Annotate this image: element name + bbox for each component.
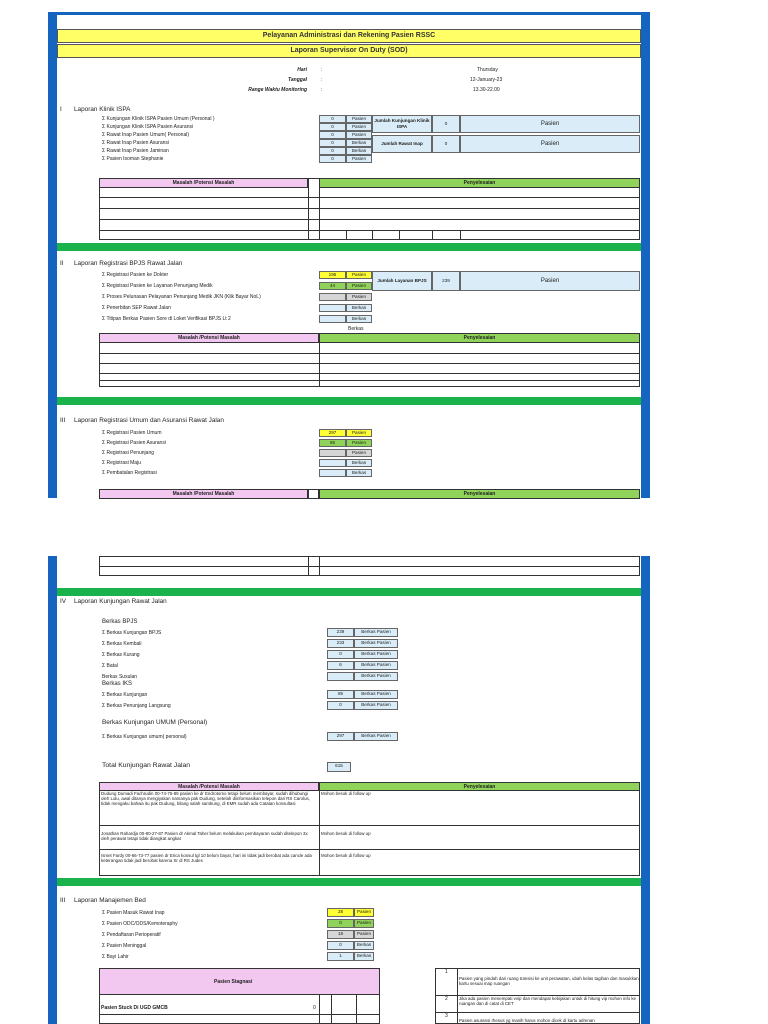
divider	[319, 782, 320, 876]
value-cell: 0	[327, 941, 354, 950]
divider	[99, 197, 640, 198]
unit-cell: Pasien	[346, 429, 372, 437]
list-item: Σ Registrasi Pasien Umum	[102, 430, 162, 436]
value-cell	[319, 449, 346, 457]
summary-unit: Pasien	[460, 115, 640, 133]
value-cell: 6	[327, 661, 354, 670]
value-cell: 0	[327, 650, 354, 659]
colon: :	[321, 67, 323, 73]
list-item: Σ Berkas Kunjungan	[102, 692, 148, 698]
section-separator	[57, 878, 641, 886]
list-item: Σ Registrasi Maju	[102, 460, 141, 466]
divider	[99, 353, 640, 354]
value-cell: 0	[319, 123, 346, 131]
value-cell: 0	[319, 147, 346, 155]
unit-cell: Berkas	[354, 952, 374, 961]
value-cell	[319, 469, 346, 477]
report-page-1	[48, 12, 650, 498]
value-cell: 0	[319, 131, 346, 139]
divider	[99, 208, 640, 209]
list-item: Σ Rawat Inap Pasien Jaminan	[102, 148, 169, 154]
table-header-penyelesaian: Penyelesaian	[319, 782, 640, 791]
section-title: Laporan Kunjungan Rawat Jalan	[74, 598, 167, 605]
value-cell: 195	[319, 271, 346, 279]
summary-value: 0	[432, 135, 460, 153]
range-value: 13.30-22.00	[473, 87, 500, 93]
table-row-solution: Mohon besok di follow up	[321, 791, 371, 796]
divider	[99, 380, 640, 381]
table-row-solution: Mohon besok di follow up	[321, 831, 371, 836]
value-cell: 44	[319, 282, 346, 290]
list-item: Σ Berkas Penunjang Langsung	[102, 703, 171, 709]
value-cell: 1	[327, 952, 354, 961]
list-item: Σ Pembatalan Registrasi	[102, 470, 157, 476]
divider	[99, 566, 640, 567]
table-header-penyelesaian: Penyelesaian	[319, 333, 640, 343]
unit-cell: Pasien	[346, 439, 372, 447]
unit-cell: Berkas Pasien	[354, 701, 398, 710]
divider	[99, 373, 640, 374]
divider	[356, 995, 357, 1024]
colon: :	[321, 77, 323, 83]
section-number: III	[60, 417, 66, 424]
unit-cell: Pasien	[354, 919, 374, 928]
divider	[435, 1012, 640, 1013]
section-separator	[57, 243, 641, 251]
section-number: I	[60, 106, 62, 113]
value-cell: 28	[327, 908, 354, 917]
list-item: Σ Registrasi Pasien Asuransi	[102, 440, 166, 446]
value-cell: 233	[327, 639, 354, 648]
list-item: Σ Pasien Meninggal	[102, 943, 147, 949]
subsection-title: Berkas IKS	[102, 681, 133, 687]
hari-label: Hari	[297, 67, 307, 73]
value-cell: 18	[327, 930, 354, 939]
unit-cell: Berkas	[346, 315, 372, 323]
value-cell: 0	[327, 919, 354, 928]
unit-cell: Berkas Pasien	[354, 650, 398, 659]
value-cell	[319, 459, 346, 467]
report-page-2	[48, 556, 650, 1024]
table-header-masalah: Masalah /Potensi Masalah	[99, 782, 319, 791]
value-cell: 297	[319, 429, 346, 437]
divider	[99, 1014, 380, 1015]
section-title: Laporan Registrasi Umum dan Asuransi Rawat Jalan	[74, 417, 224, 424]
list-item: Σ Berkas Kembali	[102, 641, 142, 647]
value-cell	[319, 315, 346, 323]
list-item: Σ Rawat Inap Pasien Asuransi	[102, 140, 170, 146]
unit-cell: Pasien	[346, 282, 372, 290]
value-cell	[327, 672, 354, 681]
unit-cell: Pasien	[346, 271, 372, 279]
summary-label: Jumlah Rawat Inap	[372, 135, 432, 153]
value-cell: 85	[319, 439, 346, 447]
list-item: Σ Registrasi Pasien ke Dokter	[102, 272, 169, 278]
value-cell: 0	[319, 139, 346, 147]
list-item: Σ Penerbitan SEP Rawat Jalan	[102, 305, 171, 311]
tanggal-value: 12-January-23	[470, 77, 503, 83]
unit-cell: Pasien	[346, 293, 372, 301]
hari-value: Thursday	[477, 67, 498, 73]
unit-cell: Berkas Pasien	[354, 661, 398, 670]
section-title: Laporan Manajemen Bed	[74, 897, 146, 904]
value-cell: 0	[319, 115, 346, 123]
tanggal-label: Tanggal	[288, 77, 307, 83]
divider	[331, 995, 332, 1024]
subsection-title: Berkas BPJS	[102, 619, 138, 625]
note-number: 2	[445, 996, 448, 1002]
section-number: IV	[60, 598, 67, 605]
unit-cell: Berkas	[346, 139, 372, 147]
subsection-title: Berkas Kunjungan UMUM (Personal)	[102, 719, 208, 726]
unit-cell: Berkas	[354, 941, 374, 950]
stuck-value: 0	[313, 1005, 316, 1011]
divider	[460, 230, 461, 240]
report-title: Pelayanan Administrasi dan Rekening Pasien RSSC	[57, 29, 641, 43]
section-title: Laporan Klinik ISPA	[74, 106, 131, 113]
value-cell: 239	[327, 628, 354, 637]
unit-cell: Pasien	[346, 449, 372, 457]
unit-cell: Berkas Pasien	[354, 732, 398, 741]
list-item: Σ Registrasi Penunjang	[102, 450, 155, 456]
table-row-problem: Dudung Dumadi Fachrudin 00-74-75-89 pasien ke dr Endrotomo tetapi belum membayar, sudah dihubungi oleh Lulu, awal ditanya mengiyakan namanya pak Dudung, setelah diinformasikan telepon dari RS Carolus, tidak mengaku bahwa itu pak Dudung, bilang salah sambung, di EMR sudah ada Catatan konsultasi	[101, 791, 310, 807]
divider	[99, 230, 640, 231]
note-text: Pasien asuransi rhesus yg masih harus mohon dicek di kartu adrenan	[459, 1018, 595, 1023]
divider	[99, 825, 640, 826]
list-item: Σ Pendaftaran Perioperatif	[102, 932, 161, 938]
list-item: Berkas Susulan	[102, 674, 138, 680]
note-number: 3	[445, 1013, 448, 1019]
table-cell	[308, 489, 319, 499]
summary-value: 239	[432, 271, 460, 291]
value-cell: 0	[319, 155, 346, 163]
table-row-problem: Jonathan Rahardja 00-80-27-87 Pasien dr Akmal Taher belum melakukan pembayaran sudah ditelepon 3x oleh perawat tetapi tidak diangkat angkat	[101, 831, 308, 842]
list-item: Σ Registrasi Pasien ke Layanan Penunjang Medik	[102, 283, 213, 289]
stuck-label: Pasien Stuck Di UGD GMCB	[101, 1005, 168, 1011]
summary-label: Jumlah Layanan BPJS	[372, 271, 432, 291]
unit-cell: Berkas Pasien	[354, 672, 398, 681]
table-header-masalah: Masalah /Potensi Masalah	[99, 333, 319, 343]
list-item: Σ Pasien Masuk Rawat Inap	[102, 910, 165, 916]
unit-cell: Berkas	[346, 304, 372, 312]
summary-unit: Pasien	[460, 135, 640, 153]
colon: :	[321, 87, 323, 93]
summary-unit: Pasien	[460, 271, 640, 291]
list-item: Σ Berkas Kunjungan BPJS	[102, 630, 162, 636]
range-label: Range Waktu Monitoring	[248, 87, 307, 93]
summary-value: 0	[432, 115, 460, 133]
unit-cell: Pasien	[346, 131, 372, 139]
table-header-penyelesaian: Penyelesaian	[319, 178, 640, 188]
unit-cell: Berkas	[346, 147, 372, 155]
list-item: Σ Batal	[102, 663, 118, 669]
list-item: Σ Berkas Kurang	[102, 652, 140, 658]
unit-cell: Pasien	[346, 155, 372, 163]
table-header-penyelesaian: Penyelesaian	[319, 489, 640, 499]
table-row-solution: Mohon besok di follow up	[321, 853, 371, 858]
divider	[372, 230, 373, 240]
note-number: 1	[445, 969, 448, 975]
section-separator	[57, 588, 641, 596]
divider	[99, 219, 640, 220]
value-cell: 85	[327, 690, 354, 699]
divider	[319, 333, 320, 387]
list-item: Σ Berkas Kunjungan umum( personal)	[102, 734, 187, 740]
table-row-problem: Ismet Fardy 00-66-73-77 pasien dr Erica konsul tgl 10 belum bayar, hari ini tidak jadi berobat ada cancle ada keterangan tidak jadi berobat karena Sr di RS Judes	[101, 853, 312, 864]
unit-cell: Pasien	[354, 908, 374, 917]
list-item: Σ Pasien Isoman Stephanie	[102, 156, 164, 162]
section-number: III	[60, 897, 66, 904]
value-cell: 0	[327, 701, 354, 710]
list-item: Σ Rawat Inap Pasien Umum( Personal)	[102, 132, 190, 138]
divider	[319, 995, 320, 1024]
value-cell	[319, 304, 346, 312]
note-text: Pasien yang pindah dari ruang transisi ke unit perawatan, ubah kelas tagihan dan masukkan kartu sesuai map ruangan	[459, 976, 639, 987]
unit-cell: Pasien	[354, 930, 374, 939]
section-separator	[57, 397, 641, 405]
divider	[432, 230, 433, 240]
summary-label: Jumlah Kunjungan Klinik ISPA	[372, 115, 432, 133]
unit-cell: Pasien	[346, 123, 372, 131]
list-item: Σ Kunjungan Klinik ISPA Pasien Asuransi	[102, 124, 194, 130]
list-item: Σ Pasien ODC/ODS/Kemoteraphy	[102, 921, 178, 927]
table-header-masalah: Masalah /Potensi Masalah	[99, 489, 308, 499]
total-label: Total Kunjungan Rawat Jalan	[102, 762, 191, 769]
list-item: Σ Kunjungan Klinik ISPA Pasien Umum (Personal )	[102, 116, 215, 122]
table-header-masalah: Masalah /Potensi Masalah	[99, 178, 308, 188]
report-subtitle: Laporan Supervisor On Duty (SOD)	[57, 44, 641, 58]
unit-cell: Pasien	[346, 115, 372, 123]
divider	[99, 849, 640, 850]
divider	[399, 230, 400, 240]
list-item: Σ Bayi Lahir	[102, 954, 129, 960]
extra-unit: Berkas	[348, 326, 364, 332]
divider	[457, 968, 458, 1024]
unit-cell: Berkas	[346, 469, 372, 477]
section-number: II	[60, 260, 64, 267]
unit-cell: Berkas Pasien	[354, 690, 398, 699]
list-item: Σ Titipan Berkas Pasien Sore di Loket Verifikasi BPJS Lt 2	[102, 316, 231, 322]
unit-cell: Berkas	[346, 459, 372, 467]
note-text: Jika ada pasien menempati vvip dan mendapat kebijakan untuk di hitung vip mohon info ke ruangan dan di catat di CET	[459, 996, 636, 1007]
unit-cell: Berkas Pasien	[354, 628, 398, 637]
divider	[99, 363, 640, 364]
value-cell: 297	[327, 732, 354, 741]
divider	[346, 230, 347, 240]
stagnasi-title: Pasien Stagnasi	[214, 979, 253, 985]
list-item: Σ Proses Pelunasan Pelayanan Penunjang Medik JKN (Klik Bayar NoL)	[102, 294, 261, 300]
value-cell	[319, 293, 346, 301]
section-title: Laporan Registrasi BPJS Rawat Jalan	[74, 260, 183, 267]
unit-cell: Berkas Pasien	[354, 639, 398, 648]
total-value: 615	[327, 762, 351, 772]
